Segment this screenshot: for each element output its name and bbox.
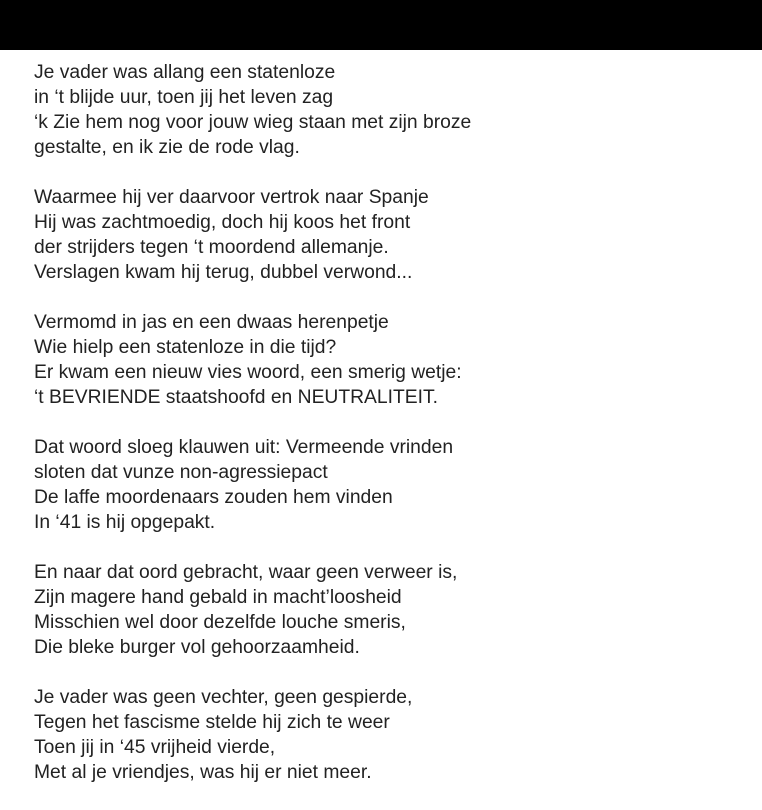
poem-line: Tegen het fascisme stelde hij zich te weer xyxy=(34,712,390,733)
poem-line: In ‘41 is hij opgepakt. xyxy=(34,512,216,533)
poem-line: sloten dat vunze non-agressiepact xyxy=(34,462,328,483)
poem-line: En naar dat oord gebracht, waar geen verweer is, xyxy=(34,562,458,583)
poem-line: De laffe moordenaars zouden hem vinden xyxy=(34,487,393,508)
poem-line: Toen jij in ‘45 vrijheid vierde, xyxy=(34,737,276,758)
poem-line: der strijders tegen ‘t moordend allemanje. xyxy=(34,237,389,258)
poem-line: Er kwam een nieuw vies woord, een smerig wetje: xyxy=(34,362,462,383)
stanza-1 xyxy=(34,60,754,160)
poem-line: in ‘t blijde uur, toen jij het leven zag xyxy=(34,87,334,108)
poem-line: Zijn magere hand gebald in macht’loosheid xyxy=(34,587,402,608)
poem-text xyxy=(34,60,754,810)
top-black-bar xyxy=(0,0,762,50)
poem-line: Die bleke burger vol gehoorzaamheid. xyxy=(34,637,360,658)
stanza-3 xyxy=(34,310,754,410)
poem-line: Vermomd in jas en een dwaas herenpetje xyxy=(34,312,389,333)
stanza-2 xyxy=(34,185,754,285)
poem-line: Dat woord sloeg klauwen uit: Vermeende vrinden xyxy=(34,437,454,458)
poem-line: Je vader was allang een statenloze xyxy=(34,62,336,83)
stanza-6 xyxy=(34,685,754,785)
poem-line: Hij was zachtmoedig, doch hij koos het front xyxy=(34,212,411,233)
poem-line: Waarmee hij ver daarvoor vertrok naar Spanje xyxy=(34,187,429,208)
poem-line: Verslagen kwam hij terug, dubbel verwond... xyxy=(34,262,413,283)
poem-line: gestalte, en ik zie de rode vlag. xyxy=(34,137,300,158)
poem-line: Je vader was geen vechter, geen gespierde, xyxy=(34,687,413,708)
stanza-4 xyxy=(34,435,754,535)
stanza-5 xyxy=(34,560,754,660)
poem-line: ‘t BEVRIENDE staatshoofd en NEUTRALITEIT. xyxy=(34,387,438,408)
poem-line: ‘k Zie hem nog voor jouw wieg staan met zijn broze xyxy=(34,112,472,133)
poem-line: Misschien wel door dezelfde louche smeris, xyxy=(34,612,406,633)
poem-line: Wie hielp een statenloze in die tijd? xyxy=(34,337,337,358)
poem-line: Met al je vriendjes, was hij er niet meer. xyxy=(34,762,372,783)
